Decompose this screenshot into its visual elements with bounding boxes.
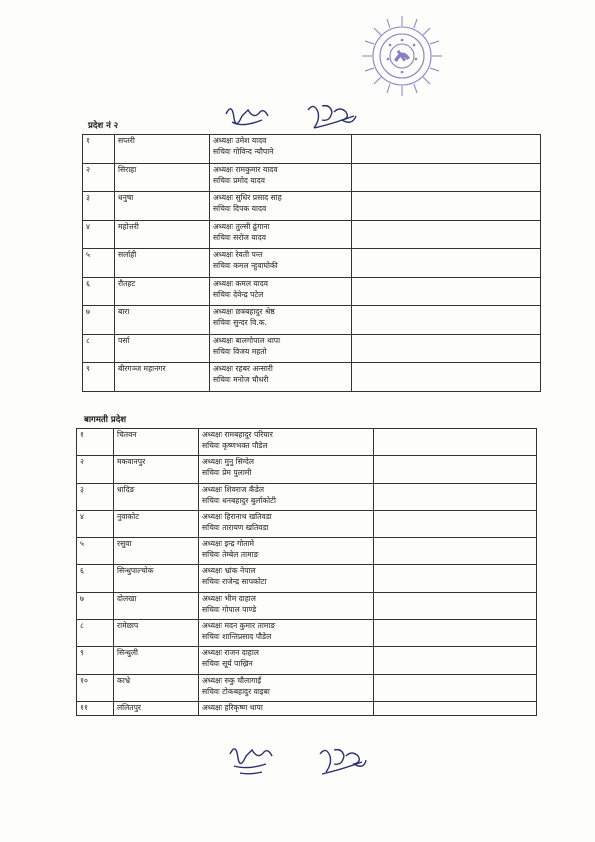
district-name: दोलखा <box>114 592 199 619</box>
office-bearers <box>210 163 352 192</box>
row-number: ३ <box>77 483 114 510</box>
row-number: ९ <box>83 363 115 392</box>
secretary-name: सचिवः दिपक यादव <box>213 204 267 213</box>
remarks-cell <box>374 701 537 715</box>
table-row <box>77 429 537 456</box>
office-bearers <box>199 592 374 619</box>
president-name: अध्यक्षः रुकु चौलागाईं <box>202 675 262 685</box>
secretary-name: सचिवः सूर्य पाख्रिन <box>202 659 253 669</box>
district-name: महोत्तरी <box>115 220 210 249</box>
secretary-name: सचिवः प्रमोद यादव <box>213 175 265 185</box>
secretary-name: सचिवः टोकबहादुर वाइबा <box>202 686 270 696</box>
office-bearers <box>210 249 352 278</box>
remarks-cell <box>374 565 537 592</box>
remarks-cell <box>352 249 541 278</box>
district-name: मकवानपुर <box>114 456 199 483</box>
secretary-name: सचिवः गोपाल पाण्डे <box>202 604 257 614</box>
secretary-name: सचिवः तारायण खतिवडा <box>202 522 269 532</box>
remarks-cell <box>374 429 537 456</box>
district-name: सिराहा <box>115 163 210 192</box>
table-row <box>83 135 541 164</box>
row-number: १ <box>77 429 114 456</box>
president-name: अध्यक्षः इन्द्र गोतामे <box>202 539 255 549</box>
bagmati-table <box>76 428 537 716</box>
office-bearers <box>210 277 352 306</box>
office-bearers <box>210 334 352 363</box>
secretary-name: सचिवः प्रेम पुलामी <box>202 468 252 478</box>
office-bearers <box>210 220 352 249</box>
row-number: ६ <box>77 565 114 592</box>
row-number: ८ <box>77 620 114 647</box>
president-name: अध्यक्षः तुल्सी ढुंगाना <box>213 221 270 231</box>
row-number: १ <box>83 135 115 164</box>
district-name: बीरगञ्ज महानगर <box>115 363 210 392</box>
remarks-cell <box>374 538 537 565</box>
remarks-cell <box>352 220 541 249</box>
row-number: २ <box>77 456 114 483</box>
table-row <box>77 456 537 483</box>
office-bearers <box>210 306 352 335</box>
remarks-cell <box>374 510 537 537</box>
office-bearers <box>199 538 374 565</box>
row-number: ११ <box>77 701 114 715</box>
table-row <box>77 510 537 537</box>
remarks-cell <box>374 674 537 701</box>
president-name: अध्यक्षः छत्रबहादुर श्रेष्ठ <box>213 307 275 316</box>
office-bearers <box>199 429 374 456</box>
remarks-cell <box>352 277 541 306</box>
remarks-cell <box>352 334 541 363</box>
office-bearers <box>199 674 374 701</box>
table-row <box>77 565 537 592</box>
president-name: अध्यक्षः रेवती पन्त <box>213 250 263 259</box>
table-row <box>77 592 537 619</box>
secretary-name: सचिवः सुन्दर वि.क. <box>213 318 267 327</box>
president-name: अध्यक्षः रामकुमार यादव <box>213 164 278 174</box>
table-row <box>83 163 541 192</box>
office-bearers <box>210 363 352 392</box>
table-row <box>77 483 537 510</box>
office-bearers <box>210 135 352 164</box>
district-name: धादिङ <box>114 483 199 510</box>
president-name: अध्यक्षः भीम दाहाल <box>202 593 256 603</box>
party-seal-icon <box>360 14 444 98</box>
district-name: सिन्धुली <box>114 647 199 674</box>
remarks-cell <box>374 592 537 619</box>
table-row <box>83 334 541 363</box>
office-bearers <box>199 620 374 647</box>
district-name: धनुषा <box>115 192 210 221</box>
row-number: ५ <box>83 249 115 278</box>
district-name: रामेछाप <box>114 620 199 647</box>
office-bearers <box>199 565 374 592</box>
table-row <box>77 701 537 715</box>
row-number: ९ <box>77 647 114 674</box>
office-bearers <box>210 192 352 221</box>
remarks-cell <box>374 456 537 483</box>
district-name: सर्लाही <box>115 249 210 278</box>
table-row <box>77 620 537 647</box>
province-2-table <box>82 134 541 392</box>
secretary-name: सचिवः कृष्णभक्त पौडेल <box>202 441 268 450</box>
secretary-name: सचिवः कमल न्हुवाघोकी <box>213 261 278 270</box>
table-row <box>83 277 541 306</box>
row-number: ८ <box>83 334 115 363</box>
president-name: अध्यक्षः उमेश यादव <box>213 136 267 145</box>
row-number: ४ <box>77 510 114 537</box>
table-row <box>83 249 541 278</box>
row-number: ६ <box>83 277 115 306</box>
secretary-name: सचिवः गोविन्द न्यौपाने <box>213 147 274 156</box>
president-name: अध्यक्षः मुनु सिग्देल <box>202 457 255 467</box>
president-name: अध्यक्षः रहबर अन्सारी <box>213 364 273 373</box>
remarks-cell <box>352 192 541 221</box>
secretary-name: सचिवः धनबहादुर बुर्लाकोटी <box>202 495 276 505</box>
row-number: ३ <box>83 192 115 221</box>
row-number: १० <box>77 674 114 701</box>
remarks-cell <box>374 620 537 647</box>
district-name: पर्सा <box>115 334 210 363</box>
signature-left-bottom <box>226 740 276 776</box>
signature-right-top <box>304 98 358 132</box>
president-name: अध्यक्षः बालगोपाल थापा <box>213 335 281 345</box>
district-name: सप्तरी <box>115 135 210 164</box>
section-title-province-2: प्रदेश नं २ <box>88 121 119 131</box>
remarks-cell <box>352 135 541 164</box>
signature-left-top <box>222 100 272 134</box>
president-name: अध्यक्षः सुधिर प्रसाद साह <box>213 193 282 202</box>
table-row <box>83 306 541 335</box>
signature-right-bottom <box>316 742 368 778</box>
district-name: ललितपुर <box>114 701 199 715</box>
office-bearers <box>199 483 374 510</box>
office-bearers <box>199 647 374 674</box>
table-row <box>77 538 537 565</box>
president-name: अध्यक्षः कमल यादव <box>213 278 269 288</box>
district-name: रसुवा <box>114 538 199 565</box>
president-name: अध्यक्षः मदन कुमार तामाङ <box>202 621 276 631</box>
secretary-name: सचिवः राजेन्द्र सापकोटा <box>202 577 267 587</box>
remarks-cell <box>352 163 541 192</box>
district-name: सिन्धुपाल्चोक <box>114 565 199 592</box>
office-bearers <box>199 456 374 483</box>
table-row <box>83 220 541 249</box>
president-name: अध्यक्षः हिरानाथ खतिवडा <box>202 511 272 521</box>
district-name: नुवाकोट <box>114 510 199 537</box>
table-row <box>77 674 537 701</box>
office-bearers <box>199 701 374 715</box>
row-number: ५ <box>77 538 114 565</box>
secretary-name: सचिवः मनोज चौधरी <box>213 375 269 384</box>
secretary-name: सचिवः सरोज यादव <box>213 232 266 242</box>
table-row <box>83 192 541 221</box>
office-bearers <box>199 510 374 537</box>
president-name: अध्यक्षः हरिकृष्ण थापा <box>202 702 263 712</box>
table-row <box>77 647 537 674</box>
remarks-cell <box>374 483 537 510</box>
remarks-cell <box>374 647 537 674</box>
remarks-cell <box>352 306 541 335</box>
district-name: बारा <box>115 306 210 335</box>
row-number: ७ <box>77 592 114 619</box>
secretary-name: सचिवः विजय महतो <box>213 346 267 356</box>
president-name: अध्यक्षः शिवराज कँडेल <box>202 484 264 494</box>
section-title-bagmati: बागमती प्रदेश <box>84 415 127 425</box>
president-name: अध्यक्षः राजन दाहाल <box>202 648 259 658</box>
row-number: ४ <box>83 220 115 249</box>
president-name: अध्यक्षः रामबहादुर परियार <box>202 430 273 439</box>
remarks-cell <box>352 363 541 392</box>
secretary-name: सचिवः तेम्बेल तामाङ <box>202 550 259 560</box>
district-name: रौतहट <box>115 277 210 306</box>
row-number: २ <box>83 163 115 192</box>
district-name: काभ्रे <box>114 674 199 701</box>
president-name: अध्यक्षः भ्रांक नेपाल <box>202 566 256 576</box>
secretary-name: सचिवः देवेन्द्र पटेल <box>213 289 264 299</box>
table-row <box>83 363 541 392</box>
district-name: चितवन <box>114 429 199 456</box>
row-number: ७ <box>83 306 115 335</box>
secretary-name: सचिवः शान्तिप्रसाद पौडेल <box>202 632 272 642</box>
